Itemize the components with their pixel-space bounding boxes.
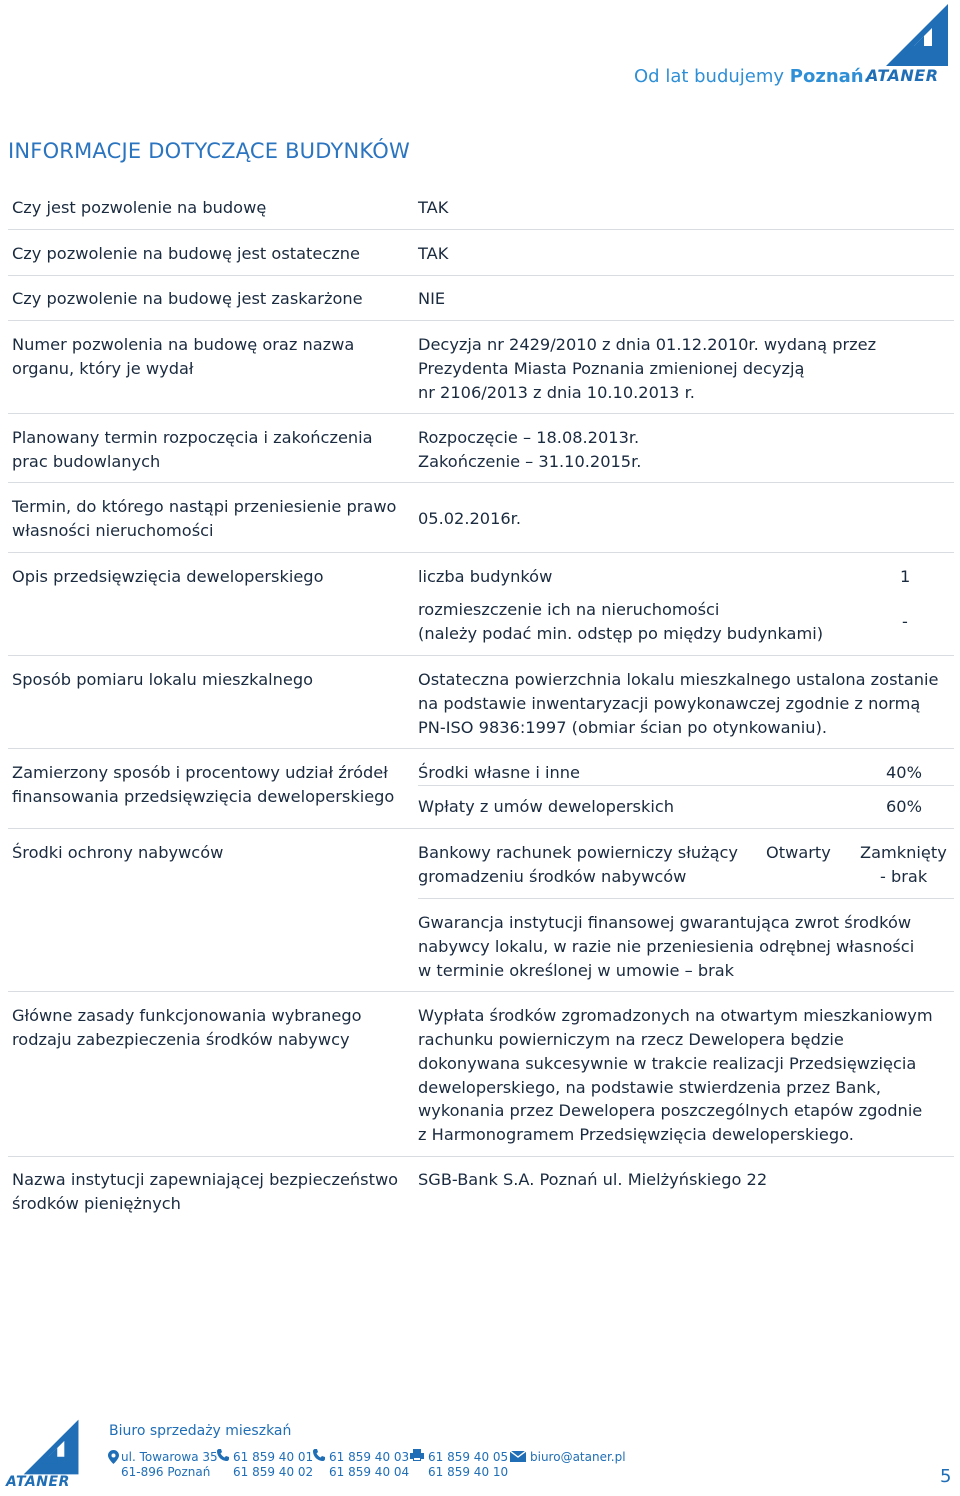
row-value: z Harmonogramem Przedsięwzięcia deweloperskiego. [418,1125,854,1144]
footer-fax: 61 859 40 10 [428,1465,509,1479]
header-logo-text: ATANER [866,66,939,85]
account-closed: Zamknięty [860,843,947,862]
account-open: Otwarty [766,843,831,862]
placement-label: rozmieszczenie ich na nieruchomości [418,600,720,619]
building-count-label: liczba budynków [418,567,553,586]
row-label: własności nieruchomości [12,521,214,540]
footer-phone: 61 859 40 02 [233,1465,314,1479]
row-value: Rozpoczęcie – 18.08.2013r. [418,428,640,447]
ataner-triangle-icon [6,1418,82,1476]
phone-icon [217,1449,229,1465]
divider [418,785,954,786]
row-label: Opis przedsięwzięcia deweloperskiego [12,567,324,586]
row-label: rodzaju zabezpieczenia środków nabywcy [12,1030,350,1049]
row-value: NIE [418,289,446,308]
footer-title: Biuro sprzedaży mieszkań [109,1423,292,1439]
row-value: deweloperskiego, na podstawie stwierdzenia przez Bank, [418,1078,882,1097]
row-value: TAK [418,244,449,263]
row-value: TAK [418,198,449,217]
divider [8,1156,954,1157]
footer-address: ul. Towarowa 35 [121,1450,218,1464]
row-value: wykonania przez Dewelopera poszczególnych etapów zgodnie [418,1101,923,1120]
row-label: Planowany termin rozpoczęcia i zakończenia [12,428,373,447]
row-value: rachunku powierniczym na rzecz Dewelopera będzie [418,1030,844,1049]
escrow-account-label: Bankowy rachunek powierniczy służący [418,843,738,862]
row-label: Sposób pomiaru lokalu mieszkalnego [12,670,314,689]
row-label: środków pieniężnych [12,1194,181,1213]
row-value: Decyzja nr 2429/2010 z dnia 01.12.2010r. wydaną przez [418,335,877,354]
email-icon [510,1450,526,1466]
ataner-triangle-icon [866,4,952,66]
row-value: 05.02.2016r. [418,509,521,528]
divider [8,552,954,553]
divider [8,482,954,483]
footer-fax: 61 859 40 05 [428,1450,509,1464]
row-label: Czy jest pozwolenie na budowę [12,198,267,217]
row-value: na podstawie inwentaryzacji powykonawczej zgodnie z normą [418,694,921,713]
placement-label: (należy podać min. odstęp po między budynkami) [418,624,824,643]
row-label: Zamierzony sposób i procentowy udział źródeł [12,763,388,782]
row-label: Czy pozwolenie na budowę jest zaskarżone [12,289,363,308]
divider [8,413,954,414]
fax-icon [410,1449,424,1465]
row-value: dokonywana sukcesywnie w trakcie realizacji Przedsięwzięcia [418,1054,917,1073]
divider [8,655,954,656]
row-label: finansowania przedsięwzięcia deweloperskiego [12,787,395,806]
row-value: Ostateczna powierzchnia lokalu mieszkalnego ustalona zostanie [418,670,939,689]
page-number: 5 [940,1466,952,1487]
funding-source: Środki własne i inne [418,763,580,782]
section-title: INFORMACJE DOTYCZĄCE BUDYNKÓW [8,139,410,163]
divider [8,229,954,230]
footer-logo [6,1418,86,1492]
guarantee-text: w terminie określonej w umowie – brak [418,961,735,980]
divider [8,828,954,829]
funding-percent: 60% [886,797,922,816]
footer-phone: 61 859 40 03 [329,1450,410,1464]
row-value: Zakończenie – 31.10.2015r. [418,452,642,471]
guarantee-text: Gwarancja instytucji finansowej gwarantująca zwrot środków [418,913,912,932]
row-label: Czy pozwolenie na budowę jest ostateczne [12,244,360,263]
row-label: organu, który je wydał [12,359,194,378]
divider [8,748,954,749]
row-label: Główne zasady funkcjonowania wybranego [12,1006,362,1025]
account-closed-value: - brak [880,867,928,886]
header-tagline: Od lat budujemy Poznań. [634,66,871,87]
footer-phone: 61 859 40 04 [329,1465,410,1479]
row-value: Prezydenta Miasta Poznania zmienionej decyzją [418,359,805,378]
divider [8,991,954,992]
footer-phone: 61 859 40 01 [233,1450,314,1464]
row-value: nr 2106/2013 z dnia 10.10.2013 r. [418,383,695,402]
row-value: Wypłata środków zgromadzonych na otwartym mieszkaniowym [418,1006,933,1025]
footer-email[interactable]: biuro@ataner.pl [530,1450,626,1464]
row-label: prac budowlanych [12,452,161,471]
guarantee-text: nabywcy lokalu, w razie nie przeniesienia odrębnej własności [418,937,915,956]
funding-source: Wpłaty z umów deweloperskich [418,797,675,816]
divider [8,320,954,321]
funding-percent: 40% [886,763,922,782]
escrow-account-label: gromadzeniu środków nabywców [418,867,687,886]
placement-value: - [902,612,908,631]
phone-icon [313,1449,325,1465]
location-pin-icon [108,1450,119,1468]
row-value: SGB-Bank S.A. Poznań ul. Mielżyńskiego 22 [418,1170,768,1189]
row-value: PN-ISO 9836:1997 (obmiar ścian po otynkowaniu). [418,718,828,737]
row-label: Termin, do którego nastąpi przeniesienie prawo [12,497,397,516]
row-label: Numer pozwolenia na budowę oraz nazwa [12,335,355,354]
footer-logo-text: ATANER [6,1474,70,1490]
footer-address: 61-896 Poznań [121,1465,211,1479]
header-logo [866,4,952,84]
row-label: Środki ochrony nabywców [12,843,224,862]
building-count-value: 1 [900,567,911,586]
divider [418,898,954,899]
divider [8,275,954,276]
row-label: Nazwa instytucji zapewniającej bezpieczeństwo [12,1170,399,1189]
